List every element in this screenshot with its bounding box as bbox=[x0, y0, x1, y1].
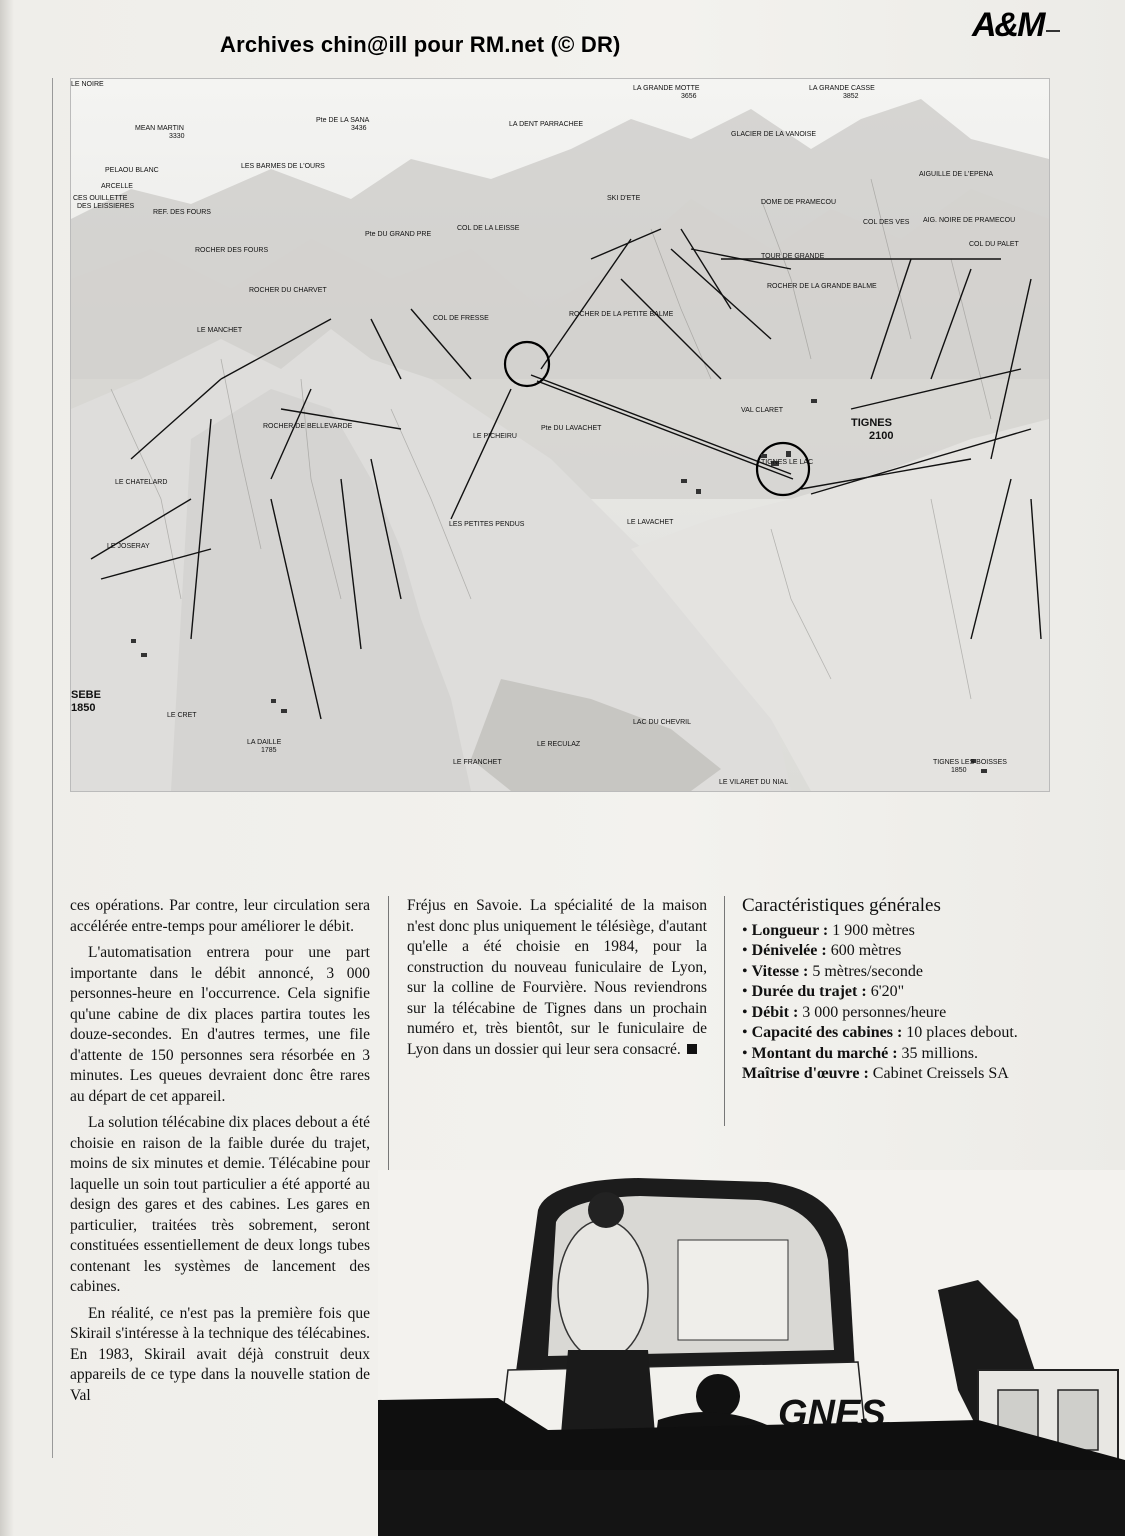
map-label: LE PICHEIRU bbox=[473, 433, 517, 440]
cabin-photo-drawing bbox=[378, 1170, 1125, 1536]
map-label: 3330 bbox=[169, 133, 185, 140]
map-label: TIGNES LES BOISSES bbox=[933, 759, 1007, 766]
map-label: 1785 bbox=[261, 747, 277, 754]
map-label: ROCHER DU CHARVET bbox=[249, 287, 327, 294]
map-label: 3852 bbox=[843, 93, 859, 100]
article-paragraph: La solution télécabine dix places debout a été choisie en raison de la faible durée du trajet, moins de six minutes et demie. Télécabine pour laquelle un soin tout particulier a été apporté au design des gares et des cabines. Les gares en particulier, traitées très sobrement, seront constituées essentiellement de deux longs tubes contenant les systèmes de lancement des cabines. bbox=[70, 1114, 370, 1295]
bleed-through-heading bbox=[790, 0, 803, 45]
map-label: Pte DE LA SANA bbox=[316, 117, 370, 124]
map-label: ROCHER DE LA GRANDE BALME bbox=[767, 283, 877, 290]
header-rule bbox=[1046, 30, 1060, 32]
spec-item: • Débit : 3 000 personnes/heure bbox=[742, 1003, 947, 1021]
column-rule bbox=[724, 896, 725, 1126]
map-label: LE JOSERAY bbox=[107, 543, 150, 550]
spec-item: • Dénivelée : 600 mètres bbox=[742, 942, 902, 959]
spec-item: • Capacité des cabines : 10 places debout. bbox=[742, 1024, 1018, 1041]
spec-item: • Longueur : 1 900 mètres bbox=[742, 921, 915, 939]
map-label-altitude: 1850 bbox=[71, 702, 96, 714]
map-label: LE FRANCHET bbox=[453, 759, 502, 766]
spec-item bbox=[742, 1064, 1042, 1085]
map-label: ARCELLE bbox=[101, 183, 133, 190]
map-label: COL DU PALET bbox=[969, 241, 1019, 248]
map-label: LE VILARET DU NIAL bbox=[719, 779, 789, 786]
spec-value: 5 mètres/seconde bbox=[812, 962, 923, 980]
article-paragraph: ces opérations. Par contre, leur circulation sera accélérée entre-temps pour améliorer le débit. bbox=[70, 897, 370, 935]
map-label: LA GRANDE CASSE bbox=[809, 85, 875, 92]
map-label: DOME DE PRAMECOU bbox=[761, 199, 837, 206]
spec-label: Maîtrise d'œuvre : bbox=[742, 1065, 869, 1082]
article-paragraph-text: Fréjus en Savoie. La spécialité de la maison n'est donc plus uniquement le télésiège, d'autant qu'elle a été choisie en 1984, pour la construction du nouveau funiculaire de Lyon, sur la colline de Fourvière. Nous reviendrons sur la télécabine de Tignes dans un prochain numéro et, très bientôt, sur le funiculaire de Lyon dans un dossier qui leur sera consacré. bbox=[407, 897, 707, 1058]
spec-label: Longueur : bbox=[751, 921, 829, 939]
map-label: AIGUILLE DE L'EPENA bbox=[919, 171, 994, 178]
map-label: PELAOU BLANC bbox=[105, 167, 159, 174]
map-label: AIG. NOIRE DE PRAMECOU bbox=[923, 217, 1016, 224]
archive-watermark: Archives chin@ill pour RM.net (© DR) bbox=[220, 32, 621, 57]
map-label: MEAN MARTIN bbox=[135, 125, 184, 132]
specs-title: Caractéristiques générales bbox=[742, 895, 941, 916]
spec-label: Débit : bbox=[751, 1003, 799, 1021]
map-label: LA DENT PARRACHEE bbox=[509, 121, 584, 128]
map-label-altitude: 2100 bbox=[869, 430, 894, 442]
spec-item: • Vitesse : 5 mètres/seconde bbox=[742, 962, 923, 980]
map-label: 3436 bbox=[351, 125, 367, 132]
map-label: TIGNES LE LAC bbox=[761, 459, 814, 466]
map-drawing bbox=[71, 79, 1049, 791]
article-column-1 bbox=[70, 896, 370, 1406]
map-label: LES BARMES DE L'OURS bbox=[241, 163, 325, 170]
spec-value: 35 millions. bbox=[901, 1044, 978, 1062]
bleed-through-text bbox=[740, 800, 1020, 817]
magazine-logo: A&M bbox=[972, 6, 1044, 44]
map-label: 1850 bbox=[951, 767, 967, 774]
ski-area-map bbox=[70, 78, 1050, 792]
spec-value: 3 000 personnes/heure bbox=[802, 1003, 947, 1021]
article-paragraph: L'automatisation entrera pour une part importante dans le débit annoncé, 3 000 personnes-heure en l'occurrence. Cela signifie qu'une cabine de dix places partira toutes les douze-secondes. En d'autres termes, une file d'attente de 150 personnes sera résorbée en 3 minutes. Les queues devraient donc être rares au départ de cet appareil. bbox=[70, 944, 370, 1105]
map-label: LE MANCHET bbox=[197, 327, 243, 334]
map-label: LAC DU CHEVRIL bbox=[633, 719, 691, 726]
map-label: CES OUILLETTE bbox=[73, 195, 128, 202]
map-label: Pte DU GRAND PRE bbox=[365, 231, 432, 238]
map-label: LA DAILLE bbox=[247, 739, 282, 746]
spec-label: Durée du trajet : bbox=[751, 983, 867, 1000]
end-of-article-mark bbox=[687, 1044, 697, 1054]
map-label: LE RECULAZ bbox=[537, 741, 581, 748]
map-label: GLACIER DE LA VANOISE bbox=[731, 131, 817, 138]
spec-value: 600 mètres bbox=[830, 942, 902, 959]
spec-label: Vitesse : bbox=[751, 962, 809, 980]
map-label: LE NOIRE bbox=[71, 81, 104, 88]
map-label: ROCHER DE LA PETITE BALME bbox=[569, 311, 674, 318]
cabin-lettering: GNES bbox=[778, 1393, 886, 1435]
spec-value: 6'20" bbox=[870, 983, 905, 1000]
map-label: COL DE LA LEISSE bbox=[457, 225, 520, 232]
spec-label: Dénivelée : bbox=[751, 942, 827, 959]
spec-item: • Montant du marché : 35 millions. bbox=[742, 1044, 978, 1062]
map-label: COL DE FRESSE bbox=[433, 315, 489, 322]
map-label: LE LAVACHET bbox=[627, 519, 674, 526]
map-label: LE CHATELARD bbox=[115, 479, 168, 486]
map-label: SKI D'ETE bbox=[607, 195, 641, 202]
article-paragraph: En réalité, ce n'est pas la première fois que Skirail s'intéresse à la technique des télécabines. En 1983, Skirail avait déjà construit deux appareils de ce type dans la nouvelle station de Val bbox=[70, 1304, 370, 1404]
specs-box bbox=[742, 896, 1042, 1085]
map-label: LA GRANDE MOTTE bbox=[633, 85, 700, 92]
cabin-photo bbox=[378, 1170, 1125, 1536]
map-label: ROCHER DE BELLEVARDE bbox=[263, 423, 353, 430]
map-label: LE CRET bbox=[167, 712, 197, 719]
map-label: COL DES VES bbox=[863, 219, 910, 226]
map-label: SEBE bbox=[71, 689, 101, 701]
page-left-rule bbox=[52, 78, 53, 1458]
map-label: Pte DU LAVACHET bbox=[541, 425, 602, 432]
map-label: ROCHER DES FOURS bbox=[195, 247, 269, 254]
spec-value: 10 places debout. bbox=[906, 1024, 1018, 1041]
spec-label: Capacité des cabines : bbox=[751, 1024, 903, 1041]
spec-item: • Durée du trajet : 6'20" bbox=[742, 983, 905, 1000]
article-paragraph bbox=[407, 896, 707, 1060]
map-label-tignes: TIGNES bbox=[851, 417, 892, 429]
map-label: TOUR DE GRANDE bbox=[761, 253, 825, 260]
map-label: VAL CLARET bbox=[741, 407, 784, 414]
map-label: LES PETITES PENDUS bbox=[449, 521, 525, 528]
spec-value: 1 900 mètres bbox=[832, 921, 915, 939]
map-label: DES LEISSIERES bbox=[77, 203, 135, 210]
article-column-2 bbox=[407, 896, 707, 1060]
spec-label: Montant du marché : bbox=[751, 1044, 898, 1062]
spec-value: Cabinet Creissels SA bbox=[872, 1065, 1009, 1082]
map-label: 3656 bbox=[681, 93, 697, 100]
map-label: REF. DES FOURS bbox=[153, 209, 211, 216]
